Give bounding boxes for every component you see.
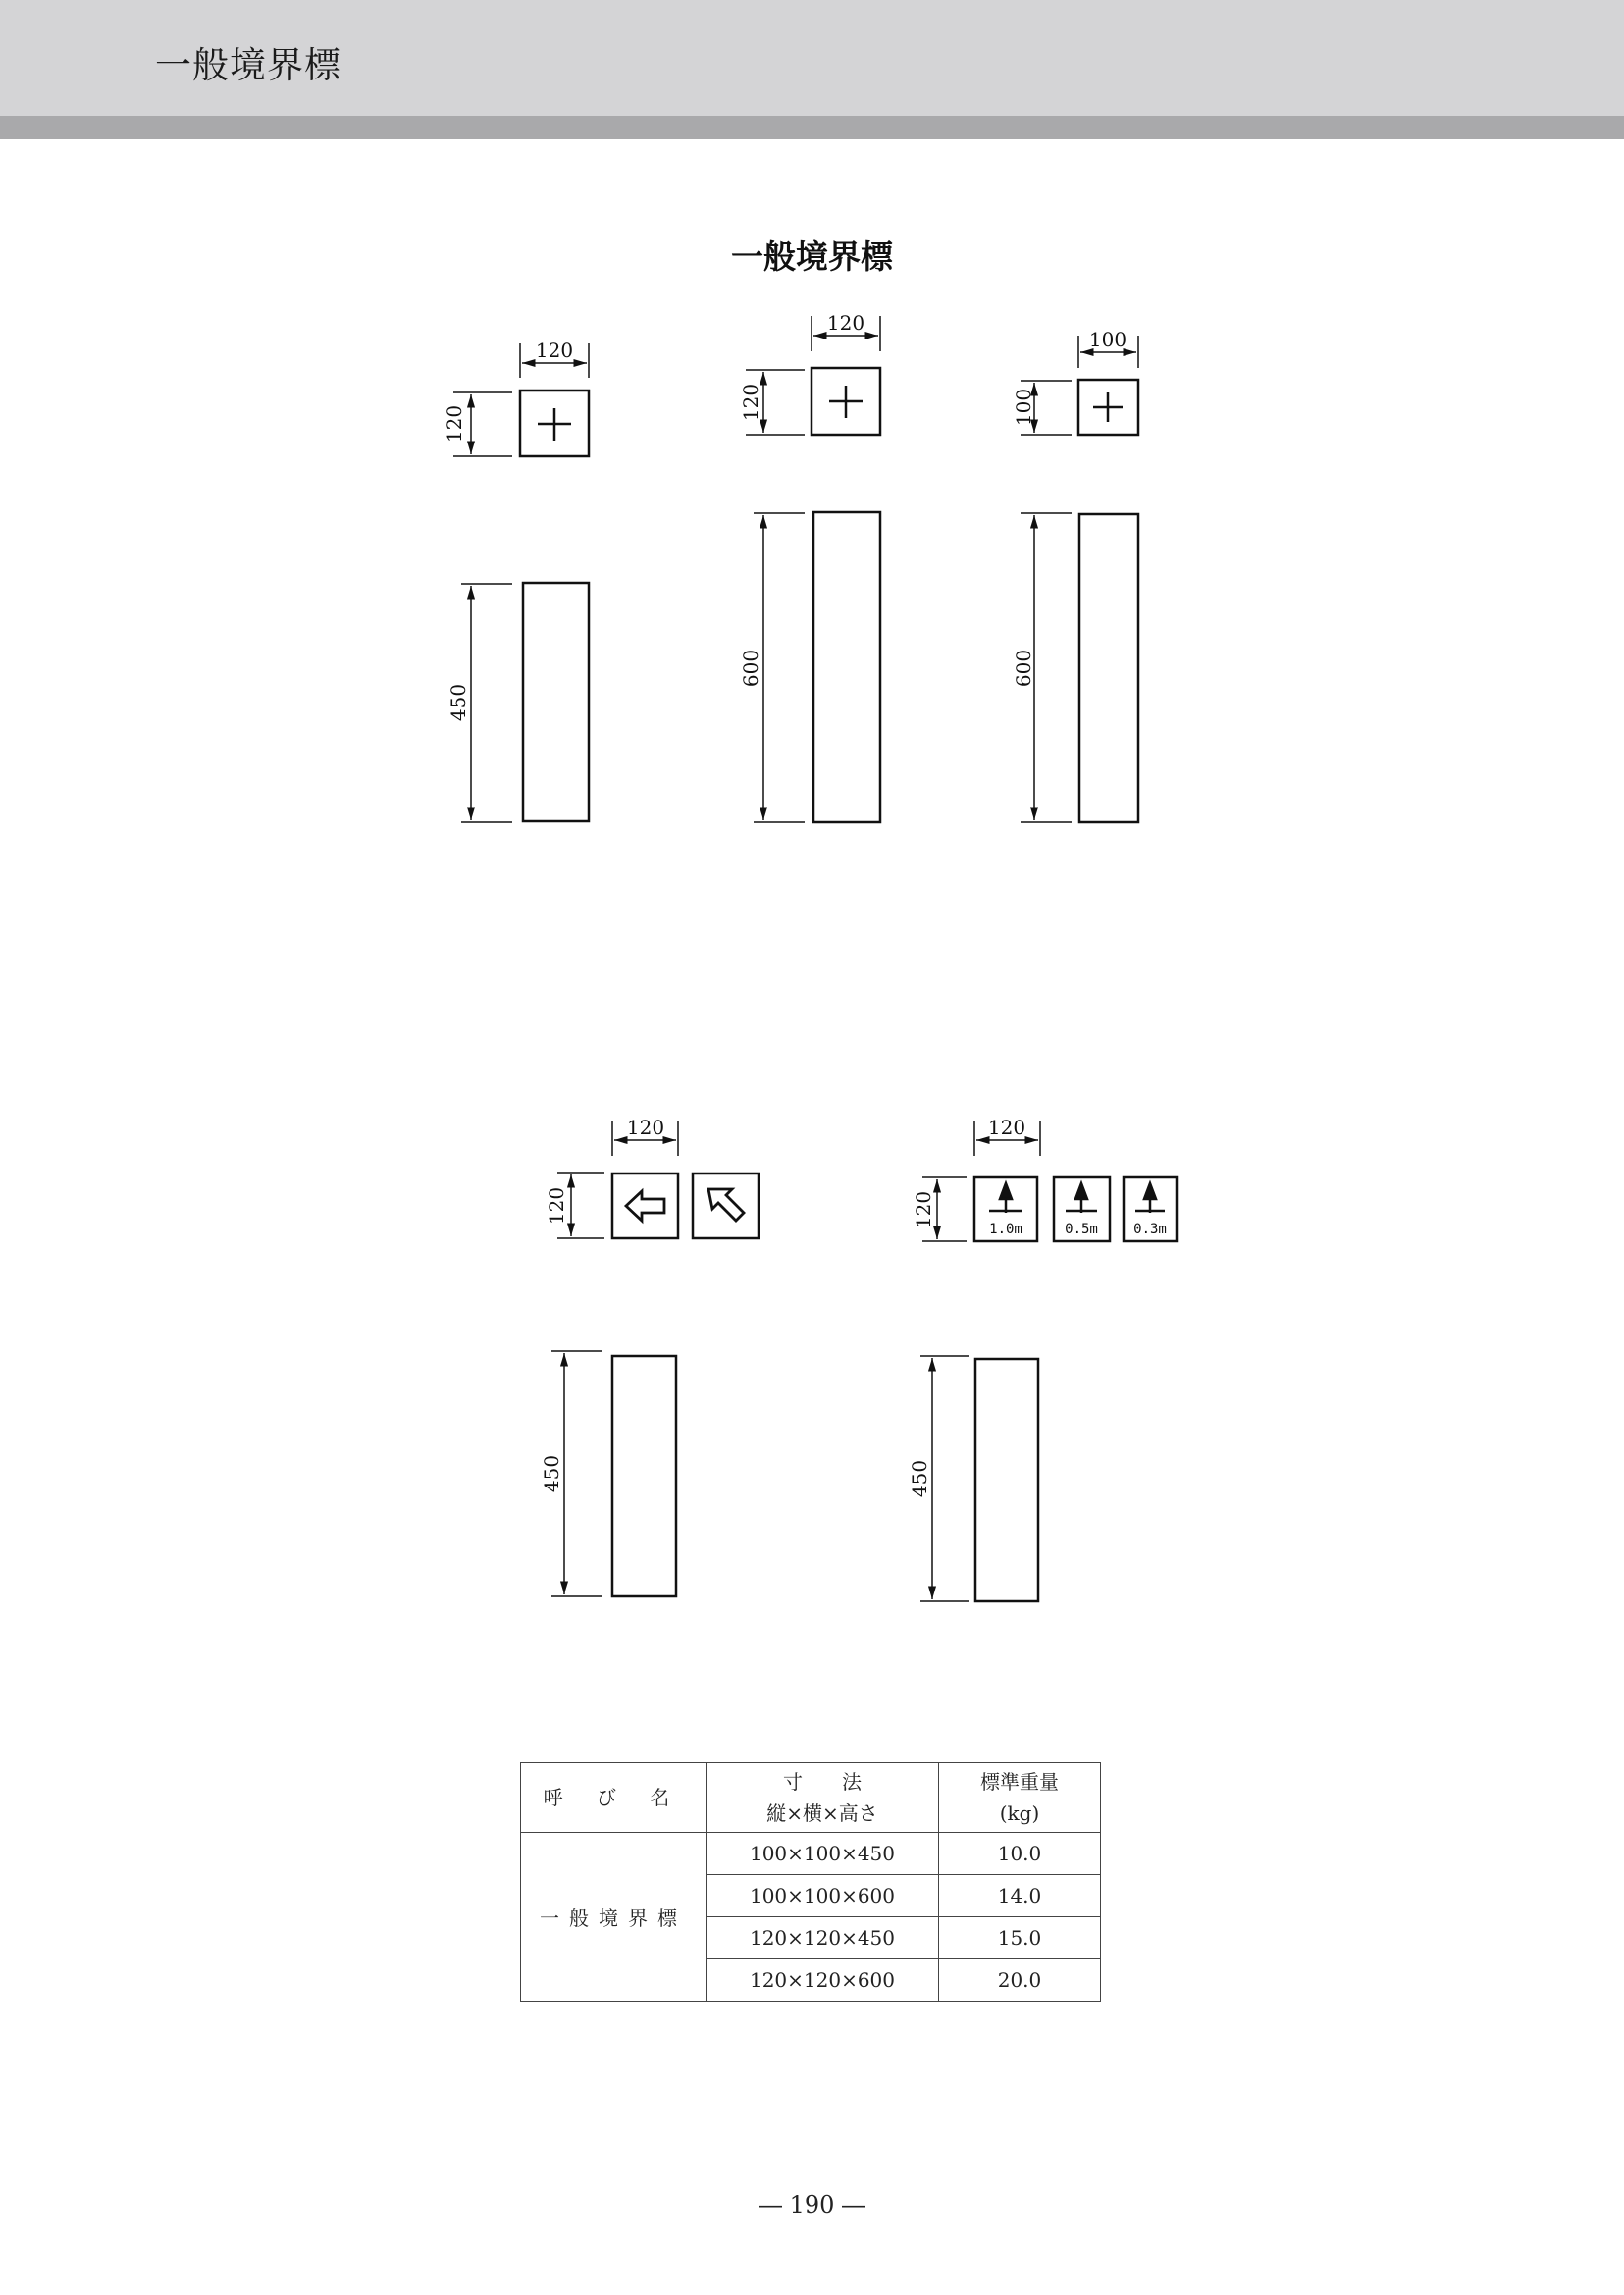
header-dimension-cell [707, 1763, 939, 1833]
header-weight-line1: 標準重量 [980, 1770, 1059, 1794]
weight-cell: 15.0 [939, 1917, 1101, 1959]
header-name: 呼 び 名 [543, 1786, 684, 1809]
marker-5-width-label: 120 [987, 1116, 1026, 1139]
figure-title: 一般境界標 [731, 237, 893, 276]
size-cell: 120×120×600 [707, 1959, 939, 2002]
row-name-cell [521, 1833, 707, 2002]
marker-1-post-label: 450 [446, 683, 470, 722]
distance-label-0-5m: 0.5m [1065, 1222, 1098, 1237]
marker-1-post [461, 583, 589, 822]
page-header-title: 一般境界標 [155, 44, 341, 86]
marker-2-width-label: 120 [826, 311, 865, 335]
specification-table [520, 1762, 1101, 2002]
marker-5-post [920, 1356, 1038, 1601]
marker-1-width-label: 120 [535, 339, 574, 362]
marker-3-post [1021, 513, 1138, 822]
marker-5-height-label: 120 [912, 1190, 935, 1229]
distance-label-0-3m: 0.3m [1133, 1222, 1167, 1237]
marker-4-width-label: 120 [626, 1116, 665, 1139]
size-cell: 120×120×450 [707, 1917, 939, 1959]
marker-4-post-label: 450 [540, 1454, 563, 1493]
marker-1-height-label: 120 [443, 404, 466, 443]
header-name-cell [521, 1763, 707, 1833]
weight-cell: 14.0 [939, 1875, 1101, 1917]
marker-4-height-label: 120 [545, 1186, 568, 1226]
row-name: 一般境界標 [540, 1906, 687, 1930]
marker-5-post-label: 450 [908, 1459, 931, 1498]
marker-3-height-label: 100 [1012, 388, 1035, 427]
size-cell: 100×100×450 [707, 1833, 939, 1875]
weight-cell: 20.0 [939, 1959, 1101, 2002]
marker-2-height-label: 120 [739, 383, 762, 422]
page-number: ― 190 ― [758, 2191, 866, 2218]
marker-4-post [551, 1351, 676, 1596]
header-dimension-line1: 寸 法 [783, 1770, 862, 1794]
header-weight-cell [939, 1763, 1101, 1833]
header-dimension-line2: 縦×横×高さ [766, 1801, 878, 1825]
weight-cell: 10.0 [939, 1833, 1101, 1875]
marker-2-post [754, 512, 880, 822]
marker-3-width-label: 100 [1088, 328, 1127, 351]
header-weight-line2: (kg) [999, 1801, 1040, 1825]
size-cell: 100×100×600 [707, 1875, 939, 1917]
distance-label-1m: 1.0m [989, 1222, 1022, 1237]
table-header-row [521, 1763, 1101, 1833]
marker-3-post-label: 600 [1012, 649, 1035, 688]
table-row [521, 1833, 1101, 1875]
marker-2-post-label: 600 [739, 649, 762, 688]
